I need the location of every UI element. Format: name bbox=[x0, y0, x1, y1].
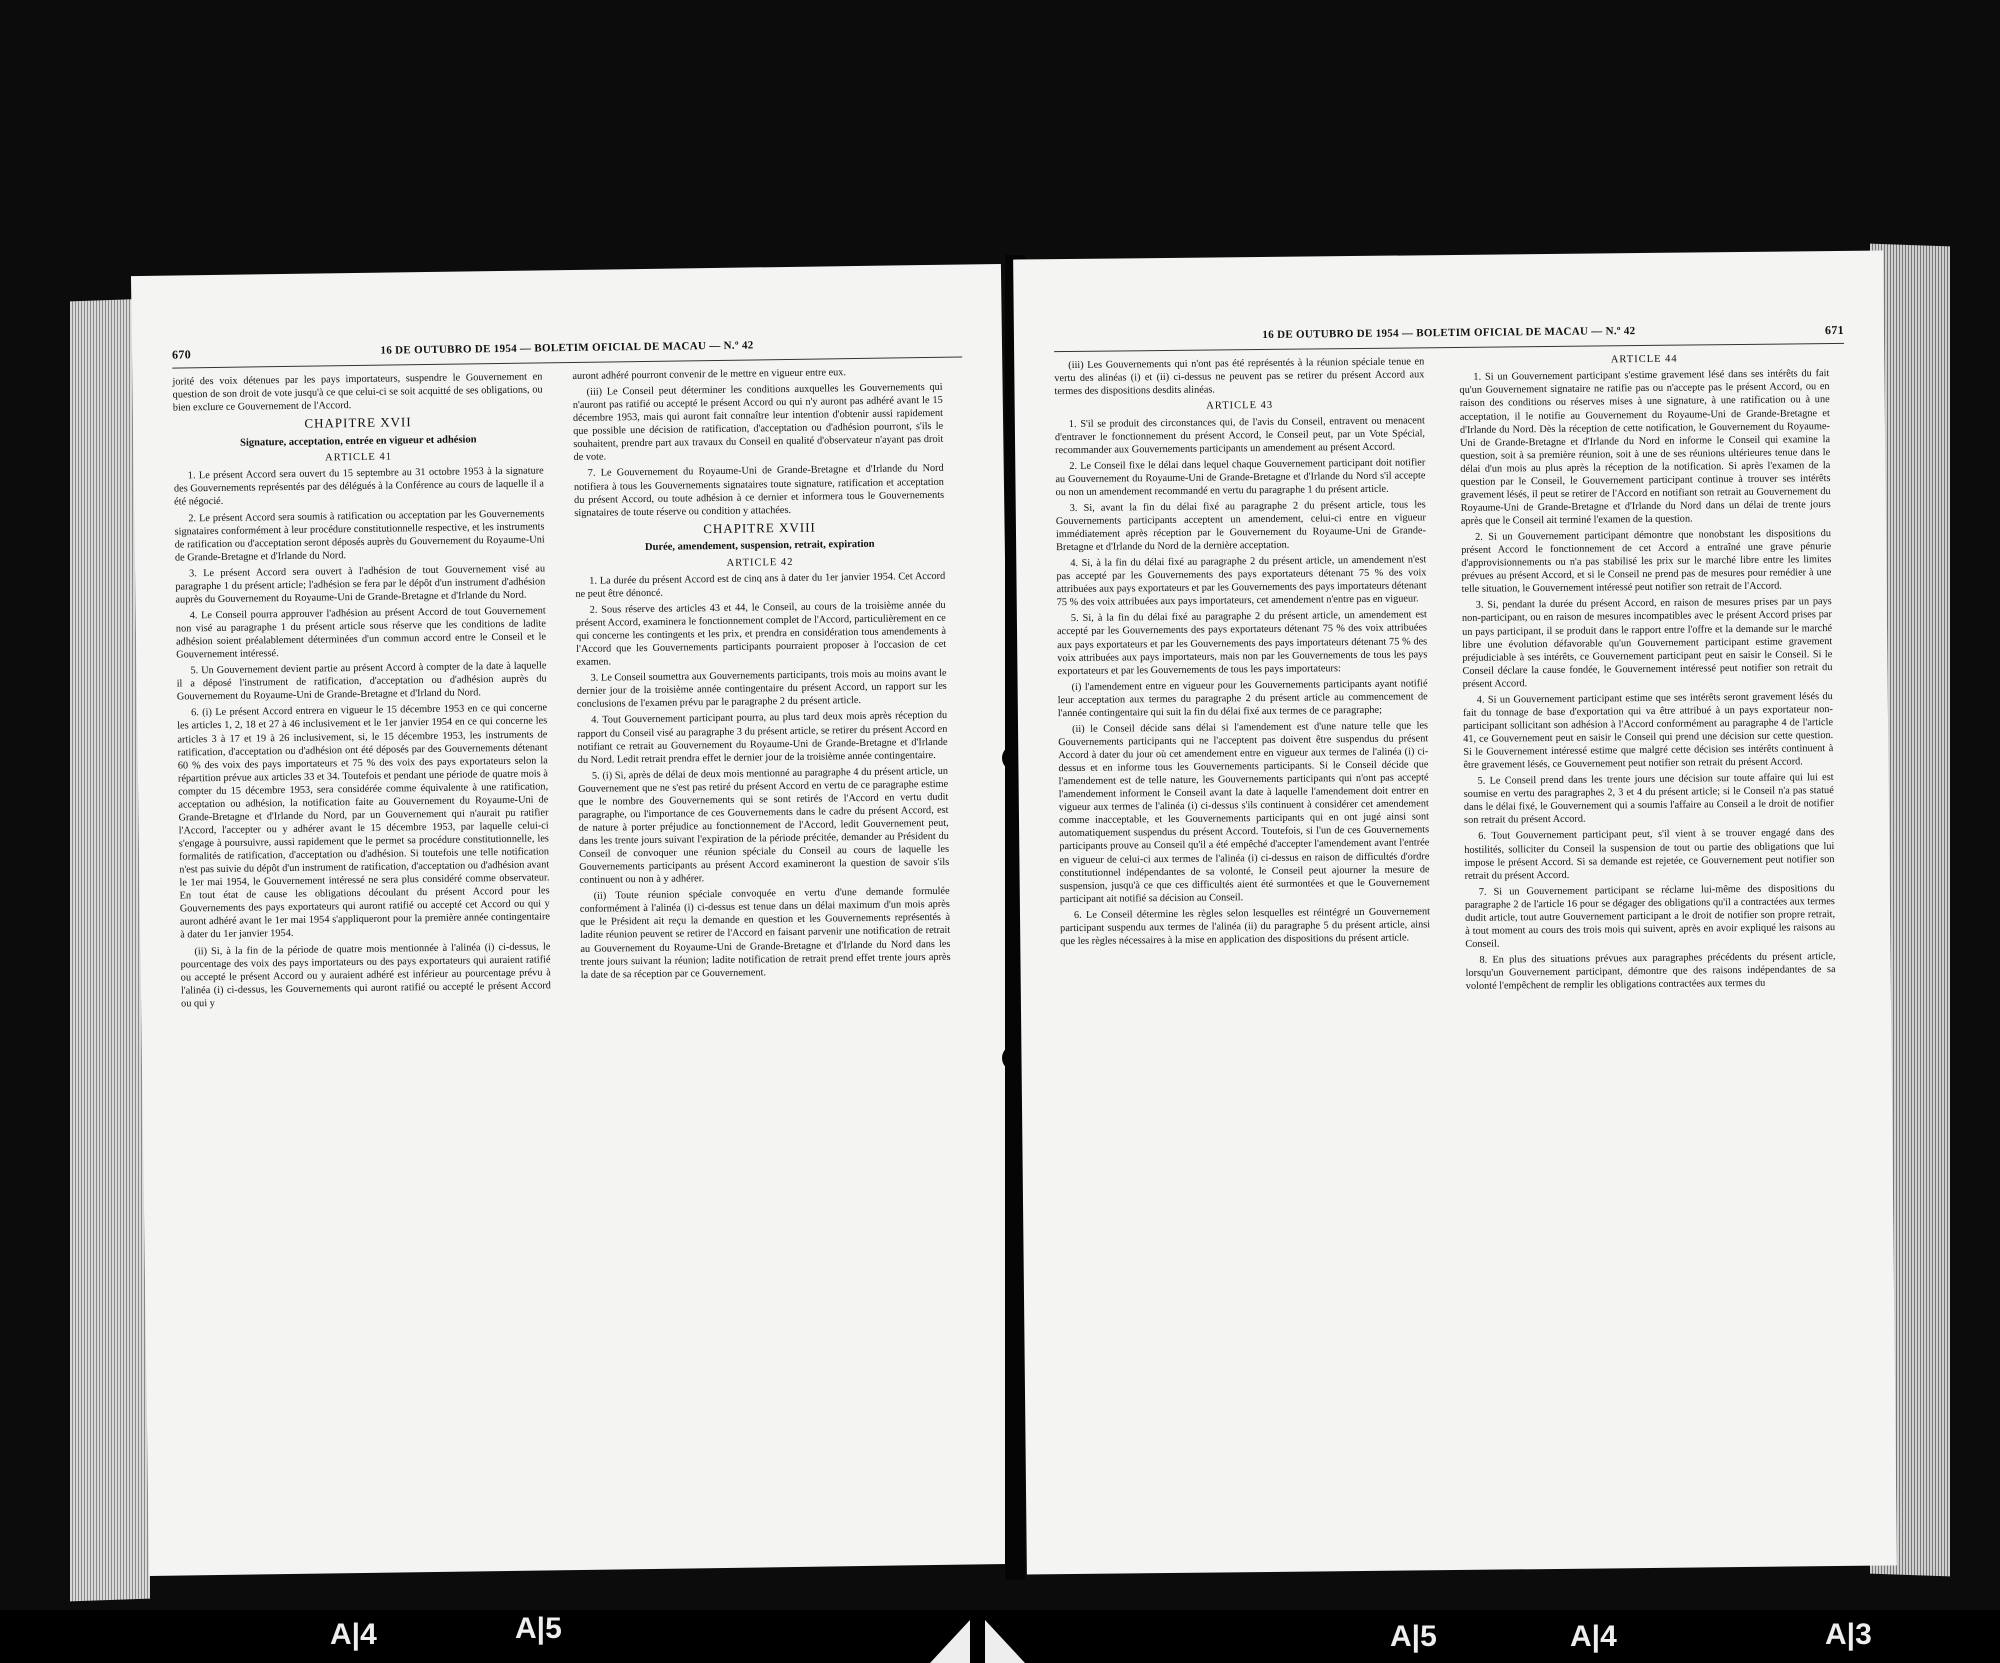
paragraph: (iii) Le Conseil peut déterminer les conditions auxquelles les Gouvernements qui n'auront pas ratifié ou accepté le présent Accord ou qui n'y auront pas adhéré avant le 15 décembre 1953, mais qui auront fait connaître leur intention d'obtenir aussi rapidement que possible une décision de ratification, d'acceptation ou d'adhésion pourront, s'ils le souhaitent, prendre part aux travaux du Conseil en qualité d'observateur n'ayant pas droit de vote. bbox=[572, 381, 944, 464]
chapter-heading: CHAPITRE XVII bbox=[304, 414, 412, 431]
paragraph: 3. Le présent Accord sera ouvert à l'adhésion de tout Gouvernement visé au paragraphe 1 du présent article; l'adhésion se fera par le dépôt d'un instrument d'adhésion auprès du Gouvernement du Royaume-Uni de Grande-Bretagne et d'Irlande du Nord. bbox=[175, 563, 546, 606]
paragraph: 4. Si un Gouvernement participant estime que ses intérêts seront gravement lésés du fait du tonnage de base d'exportation qui va être attribué à un pays exportateur non-participant sollicitant son adhésion à l'Accord conformément au paragraphe 4 de l'article 41, ce Gouvernement peut en saisir le Conseil qui prend une décision sur cette question. Si le Gouvernement intéressé estime que malgré cette décision ses intérêts continuent à être gravement lésés, ce Gouvernement peut notifier son retrait du présent Accord. bbox=[1462, 690, 1834, 772]
paragraph: 3. Si, avant la fin du délai fixé au paragraphe 2 du présent article, tous les Gouvernements participants acceptent un amendement, celui-ci entre en vigueur immédiatement après réception par le Gouvernement du Royaume-Uni de Grande-Bretagne et d'Irlande du Nord de la dernière acceptation. bbox=[1055, 499, 1427, 554]
paragraph: (ii) Si, à la fin de la période de quatre mois mentionnée à l'alinéa (i) ci-dessus, le pourcentage des voix des pays importateurs ou des pays exportateurs qui auraient ratifié ou accepté le présent Accord ou y auraient adhéré est inférieur au pourcentage prévu à l'alinéa (i) ci-dessus, les Gouvernements qui auront ratifié ou accepté le présent Accord ou qui y bbox=[180, 940, 551, 1010]
paragraph: (i) l'amendement entre en vigueur pour les Gouvernements participants ayant notifié leur acceptation aux termes du paragraphe 2 du présent article au commencement de l'année contingentaire qui suit la fin du délai fixé aux termes de ce paragraphe; bbox=[1057, 677, 1428, 719]
film-mark-a5-left: A|5 bbox=[515, 1612, 562, 1645]
article-heading: ARTICLE 41 bbox=[325, 451, 393, 464]
paragraph: 2. Si un Gouvernement participant démontre que nonobstant les dispositions du présent Accord le fonctionnement de cet Accord a entraîné une grave pénurie d'approvisionnements ou n'a pas stabilisé les prix sur le marché libre entre les limites prévues au présent Accord, et si le Conseil ne prend pas de mesures pour remédier à une telle situation, le Gouvernement intéressé peut notifier son retrait de l'Accord. bbox=[1461, 528, 1832, 596]
article-heading: ARTICLE 43 bbox=[1206, 400, 1274, 412]
film-mark-a4-left: A|4 bbox=[330, 1618, 377, 1651]
paragraph: 8. En plus des situations prévues aux paragraphes précédents du présent article, lorsqu'un Gouvernement participant, démontre que des raisons indépendantes de sa volonté l'empêchent de remplir les obligations contractées aux termes du bbox=[1465, 951, 1836, 993]
left-page-number: 670 bbox=[171, 347, 192, 362]
right-page-column-2 bbox=[1459, 351, 1836, 996]
paragraph: 6. (i) Le présent Accord entrera en vigueur le 15 décembre 1953 en ce qui concerne les articles 1, 2, 18 et 27 à 46 inclusivement et le 1er janvier 1954 en ce qui concerne les articles 3 à 17 et 19 à 26 inclusivement, si, le 15 décembre 1953, les instruments de ratification, d'acceptation ou d'adhésion ont été déposés par des Gouvernements détenant 60 % des voix des pays importateurs et 75 % des voix des pays exportateurs selon la répartition prévue aux articles 33 et 34. Toutefois et pendant une période de quatre mois à compter du 15 décembre 1953, sera considérée comme équivalente à une ratification, acceptation ou adhésion, la notification faite au Gouvernement du Royaume-Uni de Grande-Bretagne et d'Irlande du Nord, par un Gouvernement qui n'aurait pu ratifier l'Accord, l'accepter ou y adhérer avant le 15 décembre 1953, par laquelle celui-ci s'engage à poursuivre, aussi rapidement que le permet sa procédure constitutionnelle, les formalités de ratification, d'acceptation ou d'adhésion. Si toutefois une telle notification n'est pas suivie du dépôt d'un instrument de ratification, d'acceptation ou d'adhésion avant le 1er mai 1954, le Gouvernement intéressé ne sera plus considéré comme observateur. En tout état de cause les obligations découlant du présent Accord pour les Gouvernements des pays exportateurs qui auront ratifié ou accepté cet Accord ou qui y auront adhéré avant le 1er mai 1954 s'appliqueront pour la première année contingentaire à dater du 1er janvier 1954. bbox=[177, 702, 551, 941]
left-page-column-1 bbox=[172, 370, 551, 1013]
paragraph: 5. Un Gouvernement devient partie au présent Accord à compter de la date à laquelle il a déposé l'instrument de ratification, d'acceptation ou d'adhésion auprès du Gouvernement du Royaume-Uni de Grande-Bretagne et d'Irland du Nord. bbox=[176, 660, 547, 703]
paragraph: 2. Le Conseil fixe le délai dans lequel chaque Gouvernement participant doit notifier au Gouvernement du Royaume-Uni de Grande-Bretagne et d'Irlande du Nord s'il accepte ou non un amendement recommandé en vertu du paragraphe 1 du présent article. bbox=[1055, 456, 1426, 498]
right-header-rule bbox=[1054, 343, 1844, 352]
paragraph: 1. Le présent Accord sera ouvert du 15 septembre au 31 octobre 1953 à la signature des Gouvernements représentés par des délégués à la Conférence au cours de laquelle il a été négocié. bbox=[173, 465, 544, 509]
paragraph: 1. S'il se produit des circonstances qui, de l'avis du Conseil, entravent ou menacent d'entraver le fonctionnement du présent Accord, le Conseil peut, par un Vote Spécial, recommander aux Gouvernements participants un amendement au présent Accord. bbox=[1054, 414, 1426, 456]
paragraph: 3. Le Conseil soumettra aux Gouvernements participants, trois mois au moins avant le dernier jour de la troisième année contingentaire du présent Accord, un rapport sur les conclusions de l'examen prévu par le paragraphe 2 du présent article. bbox=[576, 668, 947, 711]
paragraph: 1. La durée du présent Accord est de cinq ans à dater du 1er janvier 1954. Cet Accord ne peut être dénoncé. bbox=[575, 570, 946, 600]
film-mark-a5-right: A|5 bbox=[1390, 1620, 1437, 1653]
right-running-head bbox=[1054, 322, 1844, 341]
right-running-title: 16 DE OUTUBRO DE 1954 — BOLETIM OFICIAL DE MACAU — N.º 42 bbox=[1262, 325, 1636, 341]
paragraph: 2. Le présent Accord sera soumis à ratification ou acceptation par les Gouvernements signataires conformément à leur procédure constitutionnelle respective, et les instruments de ratification ou d'acceptation seront déposés auprès du Gouvernement du Royaume-Uni de Grande-Bretagne et d'Irlande du Nord. bbox=[174, 507, 545, 564]
left-running-head bbox=[171, 337, 962, 362]
paragraph: 4. Le Conseil pourra approuver l'adhésion au présent Accord de tout Gouvernement non visé au paragraphe 1 du présent article sous réserve que les conditions de ladite adhésion soient préalablement déterminées d'un commun accord entre le Conseil et le Gouvernement intéressé. bbox=[175, 605, 547, 661]
paragraph: 4. Si, à la fin du délai fixé au paragraphe 2 du présent article, un amendement n'est pas accepté par les Gouvernements des pays exportateurs détenant 75 % des voix attribuées aux pays exportateurs et par les Gouvernements des pays importateurs détenant 75 % des voix attribuées aux pays importateurs, cet amendement n'entre pas en vigueur. bbox=[1056, 554, 1427, 609]
right-page-number: 671 bbox=[1824, 322, 1844, 338]
right-page-column-1 bbox=[1054, 355, 1430, 951]
paragraph: 5. Le Conseil prend dans les trente jours une décision sur toute affaire qui lui est soumise en vertu des paragraphes 2, 3 et 4 du présent article; si le Conseil n'a pas statué dans le délai fixé, le Gouvernement qui a soumis l'affaire au Conseil a le droit de notifier son retrait du présent Accord. bbox=[1463, 772, 1834, 827]
paragraph: (ii) le Conseil décide sans délai si l'amendement est d'une nature telle que les Gouvernements participants qui ne l'acceptent pas doivent être suspendus du présent Accord à dater du jour où cet amendement entre en vigueur aux termes de l'alinéa (i) ci-dessus et en informe tous les Gouvernements participants. Si le Conseil décide que l'amendement est de telle nature, les Gouvernements participants qui n'ont pas accepté l'amendement informent le Conseil avant la date à laquelle l'amendement doit entrer en vigueur aux termes de l'alinéa (i) ci-dessus s'ils continuent à considérer cet amendement comme inacceptable, et les Gouvernements participants qui en ont jugé ainsi sont automatiquement suspendus du présent Accord. Toutefois, si l'un de ces Gouvernements participants prouve au Conseil qu'il a été empêché d'accepter l'amendement avant l'entrée en vigueur de celui-ci aux termes de l'alinéa (i) ci-dessus en raison de difficultés d'ordre constitutionnel indépendantes de sa volonté, le Conseil peut ajourner la mesure de suspension, jusqu'à ce que ces difficultés aient été surmontées et que le Gouvernement participant ait notifié sa décision au Conseil. bbox=[1058, 720, 1430, 905]
article-heading: ARTICLE 42 bbox=[726, 556, 794, 569]
paragraph: 7. Si un Gouvernement participant se réclame lui-même des dispositions du paragraphe 2 de l'article 16 pour se dégager des obligations qu'il a contractées aux termes dudit article, tout autre Gouvernement participant a le droit de notifier son propre retrait, à tout moment au cours des trois mois qui suivent, après en avoir expliqué les raisons au Conseil. bbox=[1464, 882, 1836, 950]
right-page bbox=[1013, 250, 1897, 1574]
paragraph: 7. Le Gouvernement du Royaume-Uni de Grande-Bretagne et d'Irlande du Nord notifiera à tous les Gouvernements signataires toute signature, ratification et acceptation du présent Accord, ou toute adhésion à ce dernier et informera tous le Gouvernements signataires de toute réserve ou condition y attachées. bbox=[573, 463, 945, 519]
paragraph: (iii) Les Gouvernements qui n'ont pas été représentés à la réunion spéciale tenue en vertu des alinéas (i) et (ii) ci-dessus ne peuvent pas se retirer du présent Accord aux termes des dispositions desdits alinéas. bbox=[1054, 356, 1425, 398]
chapter-subtitle: Signature, acceptation, entrée en vigueur et adhésion bbox=[240, 434, 477, 449]
chapter-heading: CHAPITRE XVIII bbox=[703, 519, 816, 536]
left-page bbox=[131, 264, 1019, 1576]
paragraph: 5. Si, à la fin du délai fixé au paragraphe 2 du présent article, un amendement est accepté par les Gouvernements des pays exportateurs détenant 75 % des voix attribuées aux pays exportateurs et par les Gouvernements des pays importateurs détenant 75 % des voix attribuées aux pays importateurs, mais non par les Gouvernements de tous les pays exportateurs et par les Gouvernements de tous les pays importateurs: bbox=[1056, 609, 1428, 677]
paragraph: auront adhéré pourront convenir de le mettre en vigueur entre eux. bbox=[572, 367, 847, 382]
film-arrow-left bbox=[930, 1620, 970, 1663]
film-mark-a4-right: A|4 bbox=[1570, 1620, 1617, 1653]
film-mark-a3-right: A|3 bbox=[1825, 1618, 1872, 1651]
film-arrow-right bbox=[985, 1620, 1025, 1663]
paragraph: 1. Si un Gouvernement participant s'estime gravement lésé dans ses intérêts du fait qu'un Gouvernement signataire ne ratifie pas ou n'accepte pas le présent Accord, ou en raison des conditions ou réserves mises à une signature, à une ratification ou à une acceptation, il le notifie au Gouvernement du Royaume-Uni de Grande-Bretagne et d'Irlande du Nord. Dès la réception de cette notification, le Gouvernement du Royaume-Uni de Grande-Bretagne et d'Irlande du Nord en informe le Conseil qui examine la question, soit à sa première réunion, soit à une de ses réunions ultérieures tenue dans le délai d'un mois au plus après la réception de la notification. Si après l'examen de la question par le Conseil, le Gouvernement participant continue à trouver ses intérêts gravement lésés, il peut se retirer de l'Accord en notifiant son retrait au Gouvernement du Royaume-Uni de Grande-Bretagne et d'Irlande du Nord dans un délai de trente jours après que le Conseil ait terminé l'examen de la question. bbox=[1459, 368, 1831, 527]
paragraph: jorité des voix détenues par les pays importateurs, suspendre le Gouvernement en question de son droit de vote jusqu'à ce que celui-ci se soit acquitté de ses obligations, ou bien exclure ce Gouvernement de l'Accord. bbox=[172, 371, 543, 414]
article-heading: ARTICLE 44 bbox=[1610, 353, 1678, 366]
paragraph: 6. Le Conseil détermine les règles selon lesquelles est réintégré un Gouvernement participant suspendu aux termes de l'alinéa (ii) du paragraphe 5 du présent article, ainsi que les règles nécessaires à la mise en application des dispositions du présent article. bbox=[1060, 906, 1431, 948]
paragraph: (ii) Toute réunion spéciale convoquée en vertu d'une demande formulée conformément à l'alinéa (i) ci-dessus est tenue dans un délai maximum d'un mois après que le Président ait reçu la demande en question et les Gouvernements représentés à ladite réunion peuvent se retirer de l'Accord en faisant parvenir une notification de retrait au Gouvernement du Royaume-Uni de Grande-Bretagne et d'Irlande du Nord dans les trente jours suivant la réunion; ladite notification de retrait prend effet trente jours après la date de sa réception par ce Gouvernement. bbox=[579, 886, 951, 981]
paragraph: 3. Si, pendant la durée du présent Accord, en raison de mesures prises par un pays non-participant, ou en raison de mesures incompatibles avec le présent Accord prises par un pays participant, il se produit dans le rapport entre l'offre et la demande sur le marché libre une évolution défavorable qu'un Gouvernement participant estime gravement préjudiciable à ses intérêts, ce Gouvernement participant peut en saisir le Conseil. Si le Conseil déclare la cause fondée, le Gouvernement intéressé peut notifier son retrait du présent Accord. bbox=[1461, 596, 1833, 690]
paragraph: 2. Sous réserve des articles 43 et 44, le Conseil, au cours de la troisième année du présent Accord, examinera le fonctionnement complet de l'Accord, particulièrement en ce qui concerne les contingents et les prix, et prendra en considération tous amendements à l'Accord que les Gouvernements participants pourraient proposer à l'occasion de cet examen. bbox=[575, 599, 947, 669]
left-running-title: 16 DE OUTUBRO DE 1954 — BOLETIM OFICIAL DE MACAU — N.º 42 bbox=[380, 339, 754, 357]
paragraph: 6. Tout Gouvernement participant peut, s'il vient à se trouver engagé dans des hostilités, solliciter du Conseil la suspension de tout ou partie des obligations que lui impose le présent Accord. Si sa demande est rejetée, ce Gouvernement peut notifier son retrait du présent Accord. bbox=[1464, 827, 1835, 882]
paragraph: 5. (i) Si, après de délai de deux mois mentionné au paragraphe 4 du présent article, un Gouvernement que ne s'est pas retiré du présent Accord en vertu de ce paragraphe estime que le nombre des Gouvernements qui se sont retirés de l'Accord en vertu dudit paragraphe, ou l'importance de ces Gouvernements dans le cadre du présent Accord, est de nature à porter préjudice au fonctionnement de l'Accord, ledit Gouvernement peut, dans les trente jours suivant l'expiration de la période précitée, demander au Président du Conseil de convoquer une réunion spéciale du Conseil au cours de laquelle les Gouvernements participants au présent Accord examineront la question de savoir s'ils continuent ou non à y adhérer. bbox=[578, 765, 950, 887]
left-page-column-2 bbox=[572, 365, 951, 985]
paragraph: 4. Tout Gouvernement participant pourra, au plus tard deux mois après réception du rapport du Conseil visé au paragraphe 3 du présent article, se retirer du présent Accord en notifiant ce retrait au Gouvernement du Royaume-Uni de Grande-Bretagne et d'Irlande du Nord. Ledit retrait prendra effet le dernier jour de la troisième année contingentaire. bbox=[577, 710, 948, 766]
chapter-subtitle: Durée, amendement, suspension, retrait, expiration bbox=[644, 538, 875, 554]
